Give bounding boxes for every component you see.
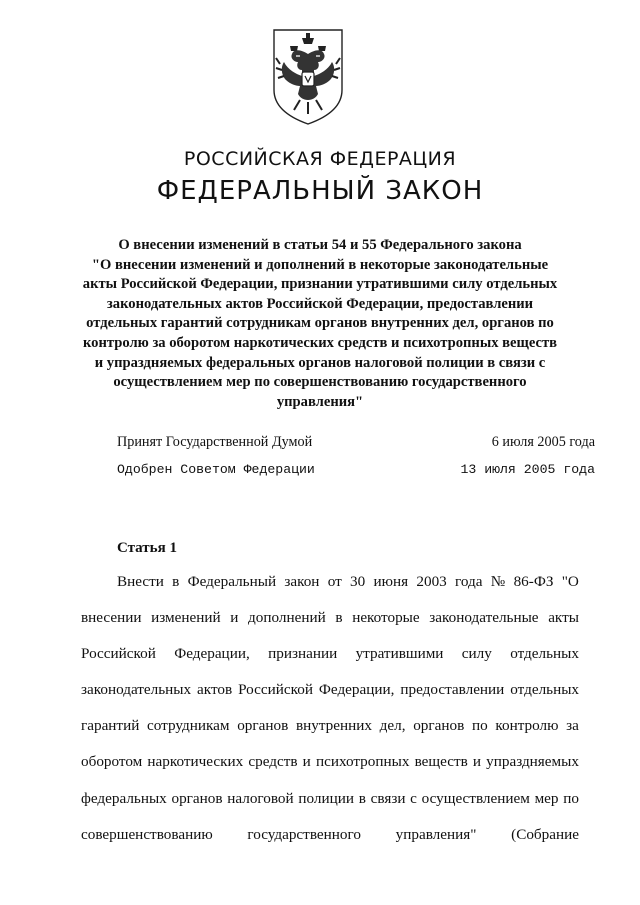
- article-body-line: [81, 572, 579, 608]
- article-body-word: органов: [413, 717, 465, 735]
- article-body-word: психотропных: [315, 753, 410, 771]
- article-body-word: контролю: [495, 717, 559, 735]
- article-body-word: 30: [350, 573, 366, 590]
- council-approval-date: 13 июля 2005 года: [460, 462, 595, 477]
- article-body-word: органов: [237, 717, 289, 735]
- article-body-word: Внести: [117, 573, 164, 590]
- article-body-word: средств: [248, 753, 298, 771]
- article-body-word: веществ: [414, 753, 468, 771]
- article-body-word: Федерации,: [174, 645, 250, 663]
- article-body-word: 86-ФЗ: [513, 573, 554, 590]
- article-body-word: №: [490, 573, 506, 590]
- article-body-line: [81, 680, 579, 716]
- article-body-word: дополнений: [248, 609, 326, 627]
- article-body-word: отдельных: [510, 645, 579, 663]
- article-body-word: государственного: [247, 825, 361, 843]
- article-body-word: Российской: [238, 681, 313, 699]
- article-body-word: и: [472, 753, 482, 771]
- council-approval-row: [117, 462, 595, 477]
- article-body-word: управления": [395, 825, 477, 843]
- article-body-word: за: [566, 717, 579, 735]
- article-body-word: июня: [373, 573, 409, 590]
- article-body-word: (Собрание: [511, 825, 579, 843]
- article-body-word: Федеральный: [187, 573, 277, 590]
- coat-of-arms-emblem: [268, 24, 348, 128]
- article-body-line: [81, 825, 579, 861]
- article-body-word: полиции: [298, 789, 355, 807]
- article-body-word: внесении: [81, 609, 142, 627]
- article-body-word: от: [327, 573, 342, 590]
- article-body-line: [81, 716, 579, 752]
- article-body-word: налоговой: [227, 789, 294, 807]
- article-body-word: и: [230, 609, 239, 627]
- duma-adoption-date: 6 июля 2005 года: [491, 434, 595, 450]
- article-body-word: сотрудникам: [147, 717, 230, 735]
- article-body-word: гарантий: [81, 717, 140, 735]
- article-body-word: года: [455, 573, 483, 590]
- law-title-line: "О внесении изменений и дополнений в некоторые законодательные: [91, 256, 549, 273]
- article-body-word: Федерации,: [318, 681, 395, 699]
- duma-adoption-row: [117, 434, 595, 451]
- article-body-word: закон: [284, 573, 320, 590]
- article-body-word: мер: [534, 789, 559, 807]
- article-body-word: предоставлении: [400, 681, 505, 699]
- article-body-word: в: [358, 789, 366, 807]
- article-body-word: признании: [268, 645, 338, 663]
- article-body-word: силу: [461, 645, 492, 663]
- law-title-line: осуществлением мер по совершенствованию государственного: [113, 374, 527, 391]
- article-body-word: законодательные: [429, 609, 539, 627]
- article-body-word: связи: [370, 789, 406, 807]
- law-title-line: акты Российской Федерации, признании утратившими силу отдельных: [82, 276, 558, 293]
- law-title-line: законодательных актов Российской Федерации, предоставлении: [106, 295, 534, 312]
- article-body-line: [81, 608, 579, 644]
- article-body-word: некоторые: [352, 609, 420, 627]
- article-body-line: [81, 752, 579, 788]
- article-body-word: отдельных: [510, 681, 579, 699]
- article-body-word: утратившими: [355, 645, 444, 663]
- article-body-word: "О: [561, 573, 579, 590]
- article-body-word: акты: [548, 609, 579, 627]
- article-body-line: [81, 789, 579, 825]
- article-body-word: по: [471, 717, 488, 735]
- article-body-word: совершенствованию: [81, 825, 213, 843]
- article-body-word: с: [410, 789, 417, 807]
- article-body-word: органов: [171, 789, 223, 807]
- council-approval-label: Одобрен Советом Федерации: [117, 462, 315, 477]
- article-body: [81, 572, 579, 861]
- article-body-word: наркотических: [147, 753, 244, 771]
- article-body-word: дел,: [379, 717, 406, 735]
- article-body-word: упраздняемых: [486, 753, 579, 771]
- law-title: [60, 236, 580, 412]
- country-name: РОССИЙСКАЯ ФЕДЕРАЦИЯ: [183, 148, 457, 170]
- law-title-line: отдельных гарантий сотрудникам органов внутренних дел, органов по: [86, 315, 554, 332]
- article-body-word: в: [172, 573, 180, 590]
- article-body-word: и: [302, 753, 311, 771]
- article-body-word: оборотом: [81, 753, 143, 771]
- article-body-word: по: [563, 789, 579, 807]
- law-title-line: контролю за оборотом наркотических средств и психотропных веществ: [82, 334, 558, 351]
- article-body-word: внутренних: [295, 717, 372, 735]
- article-body-word: в: [335, 609, 343, 627]
- article-body-word: изменений: [151, 609, 221, 627]
- law-title-line: и упраздняемых федеральных органов налоговой полиции в связи с: [94, 354, 546, 371]
- article-body-word: законодательных: [81, 681, 192, 699]
- law-type-heading: ФЕДЕРАЛЬНЫЙ ЗАКОН: [156, 176, 484, 206]
- duma-adoption-label: Принят Государственной Думой: [117, 434, 313, 450]
- article-body-word: 2003: [416, 573, 447, 590]
- article-body-word: актов: [197, 681, 233, 699]
- article-body-word: осуществлением: [421, 789, 530, 807]
- article-body-line: [81, 644, 579, 680]
- article-body-word: Российской: [81, 645, 156, 663]
- article-body-word: федеральных: [81, 789, 167, 807]
- law-title-line: О внесении изменений в статьи 54 и 55 Федерального закона: [118, 237, 522, 253]
- law-title-line: управления": [276, 393, 364, 410]
- article-heading: Статья 1: [117, 540, 177, 556]
